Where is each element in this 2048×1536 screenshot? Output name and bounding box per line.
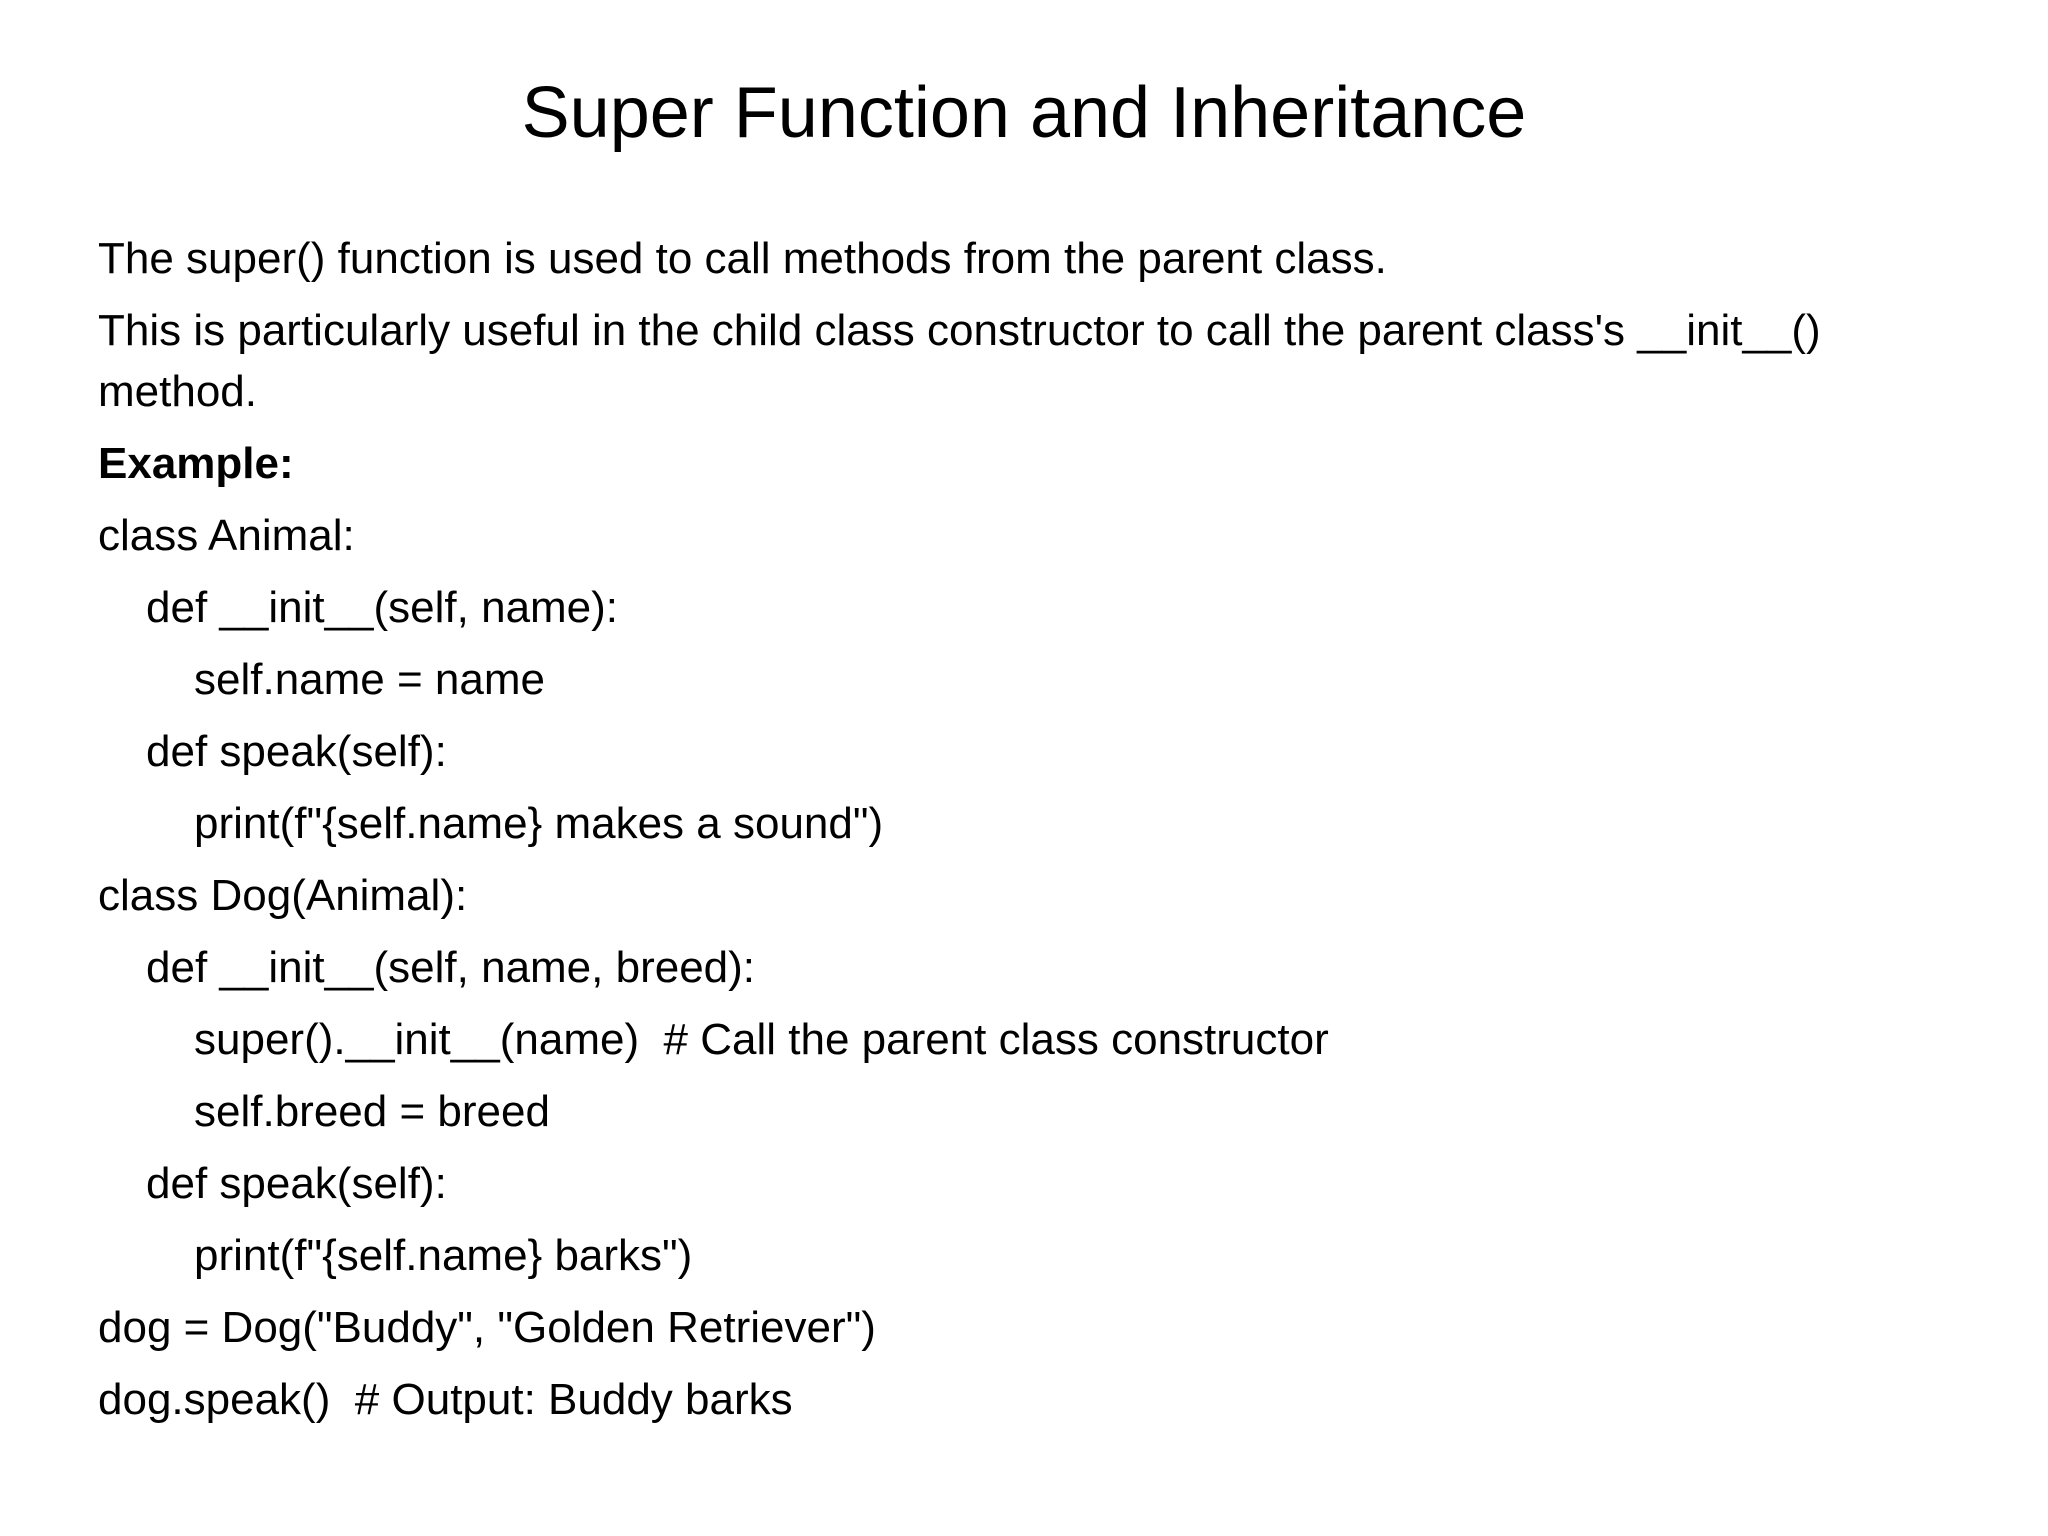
slide-body [98,228,1978,1430]
code-line: def __init__(self, name): [146,583,619,632]
code-line: print(f"{self.name} barks") [194,1231,693,1280]
code-line: def speak(self): [146,727,447,776]
code-line: class Dog(Animal): [98,871,468,920]
intro-paragraph: The super() function is used to call methods from the parent class. [98,234,1387,283]
code-line: print(f"{self.name} makes a sound") [194,799,884,848]
code-line: self.name = name [194,655,545,704]
code-line: class Animal: [98,511,355,560]
code-line: super().__init__(name) # Call the parent class constructor [194,1015,1329,1064]
code-line: dog = Dog("Buddy", "Golden Retriever") [98,1303,876,1352]
code-example [98,505,1978,1430]
code-line: self.breed = breed [194,1087,550,1136]
code-line: dog.speak() # Output: Buddy barks [98,1375,793,1424]
slide-title: Super Function and Inheritance [521,73,1527,153]
example-label: Example: [98,439,294,488]
detail-paragraph: This is particularly useful in the child class constructor to call the parent class's __init__() method. [98,306,1833,416]
code-line: def __init__(self, name, breed): [146,943,756,992]
code-line: def speak(self): [146,1159,447,1208]
